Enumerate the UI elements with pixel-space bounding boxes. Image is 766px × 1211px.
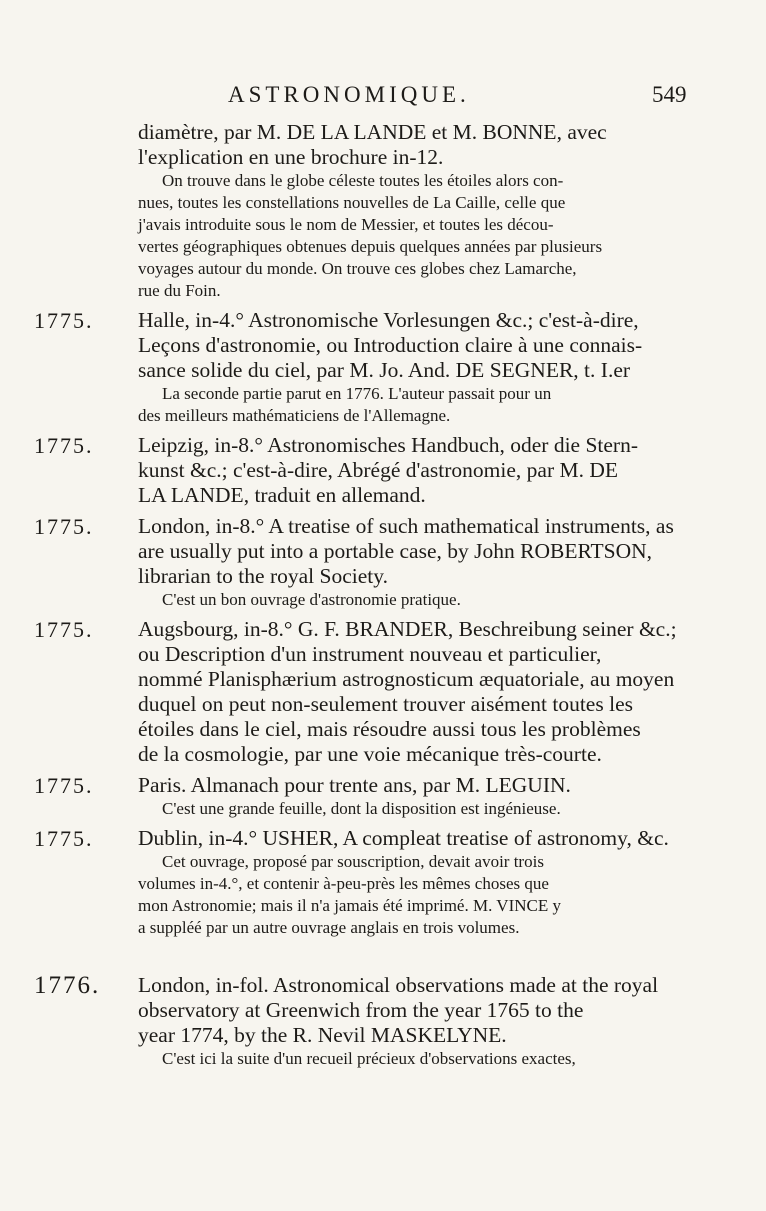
entry-first-line	[34, 973, 714, 998]
entry-first-line	[34, 617, 714, 642]
entry-text: Paris. Almanach pour trente ans, par M. LEGUIN.	[138, 773, 571, 797]
entry-year: 1775.	[34, 617, 94, 642]
note-line: C'est un bon ouvrage d'astronomie pratique.	[162, 590, 461, 609]
note-line: La seconde partie parut en 1776. L'auteur passait pour un	[162, 384, 552, 403]
text-line: Leçons d'astronomie, ou Introduction claire à une connais-	[138, 333, 643, 357]
entry-text: Halle, in-4.° Astronomische Vorlesungen &c.; c'est-à-dire,	[138, 308, 639, 332]
note-line: nues, toutes les constellations nouvelles de La Caille, celle que	[138, 193, 566, 212]
entry-text: Augsbourg, in-8.° G. F. BRANDER, Beschreibung seiner &c.;	[138, 617, 677, 641]
note-line: rue du Foin.	[138, 281, 221, 300]
running-title: ASTRONOMIQUE.	[228, 82, 470, 107]
entry-first-line	[34, 773, 714, 798]
entry-year: 1775.	[34, 308, 94, 333]
text-line: étoiles dans le ciel, mais résoudre aussi tous les problèmes	[138, 717, 641, 741]
note-line: des meilleurs mathématiciens de l'Allemagne.	[138, 406, 451, 425]
bibliography-entry	[34, 826, 714, 939]
entry-year: 1775.	[34, 773, 94, 798]
intro-block	[34, 120, 714, 302]
note-line: vertes géographiques obtenues depuis quelques années par plusieurs	[138, 237, 603, 256]
note-line: mon Astronomie; mais il n'a jamais été imprimé. M. VINCE y	[138, 896, 561, 915]
bibliography-entry	[34, 973, 714, 1070]
note-line: Cet ouvrage, proposé par souscription, devait avoir trois	[162, 852, 544, 871]
bibliography-entry	[34, 514, 714, 611]
text-line: sance solide du ciel, par M. Jo. And. DE SEGNER, t. I.er	[138, 358, 631, 382]
text-line: are usually put into a portable case, by John ROBERTSON,	[138, 539, 653, 563]
entry-text: London, in-fol. Astronomical observations made at the royal	[138, 973, 659, 997]
text-line: diamètre, par M. DE LA LANDE et M. BONNE, avec	[138, 120, 607, 144]
note-line: voyages autour du monde. On trouve ces globes chez Lamarche,	[138, 259, 577, 278]
text-line: nommé Planisphærium astrognosticum æquatoriale, au moyen	[138, 667, 675, 691]
entry-first-line	[34, 308, 714, 333]
bibliography-entry	[34, 617, 714, 767]
note-line: C'est une grande feuille, dont la disposition est ingénieuse.	[162, 799, 561, 818]
note-line: volumes in-4.°, et contenir à-peu-près les mêmes choses que	[138, 874, 549, 893]
note-line: a suppléé par un autre ouvrage anglais en trois volumes.	[138, 918, 520, 937]
entry-first-line	[34, 433, 714, 458]
entry-year: 1775.	[34, 514, 94, 539]
entry-text: Dublin, in-4.° USHER, A compleat treatise of astronomy, &c.	[138, 826, 669, 850]
spacer	[34, 939, 714, 967]
note-line: C'est ici la suite d'un recueil précieux d'observations exactes,	[162, 1049, 576, 1068]
note-line: On trouve dans le globe céleste toutes les étoiles alors con-	[162, 171, 564, 190]
text-line: LA LANDE, traduit en allemand.	[138, 483, 426, 507]
text-line: ou Description d'un instrument nouveau et particulier,	[138, 642, 602, 666]
text-line: year 1774, by the R. Nevil MASKELYNE.	[138, 1023, 507, 1047]
entry-year: 1776.	[34, 973, 101, 998]
entry-year: 1775.	[34, 433, 94, 458]
entry-text: London, in-8.° A treatise of such mathematical instruments, as	[138, 514, 674, 538]
entry-text: Leipzig, in-8.° Astronomisches Handbuch, oder die Stern-	[138, 433, 639, 457]
note-line: j'avais introduite sous le nom de Messier, et toutes les décou-	[138, 215, 554, 234]
page-header	[0, 82, 766, 112]
bibliography-entry	[34, 773, 714, 820]
entry-year: 1775.	[34, 826, 94, 851]
entry-first-line	[34, 826, 714, 851]
page-body	[34, 120, 714, 1070]
text-line: duquel on peut non-seulement trouver aisément toutes les	[138, 692, 633, 716]
bibliography-entry	[34, 433, 714, 508]
text-line: de la cosmologie, par une voie mécanique très-courte.	[138, 742, 602, 766]
text-line: kunst &c.; c'est-à-dire, Abrégé d'astronomie, par M. DE	[138, 458, 619, 482]
page-number: 549	[652, 82, 687, 107]
bibliography-entry	[34, 308, 714, 427]
text-line: l'explication en une brochure in-12.	[138, 145, 444, 169]
text-line: librarian to the royal Society.	[138, 564, 388, 588]
entry-first-line	[34, 514, 714, 539]
text-line: observatory at Greenwich from the year 1765 to the	[138, 998, 584, 1022]
